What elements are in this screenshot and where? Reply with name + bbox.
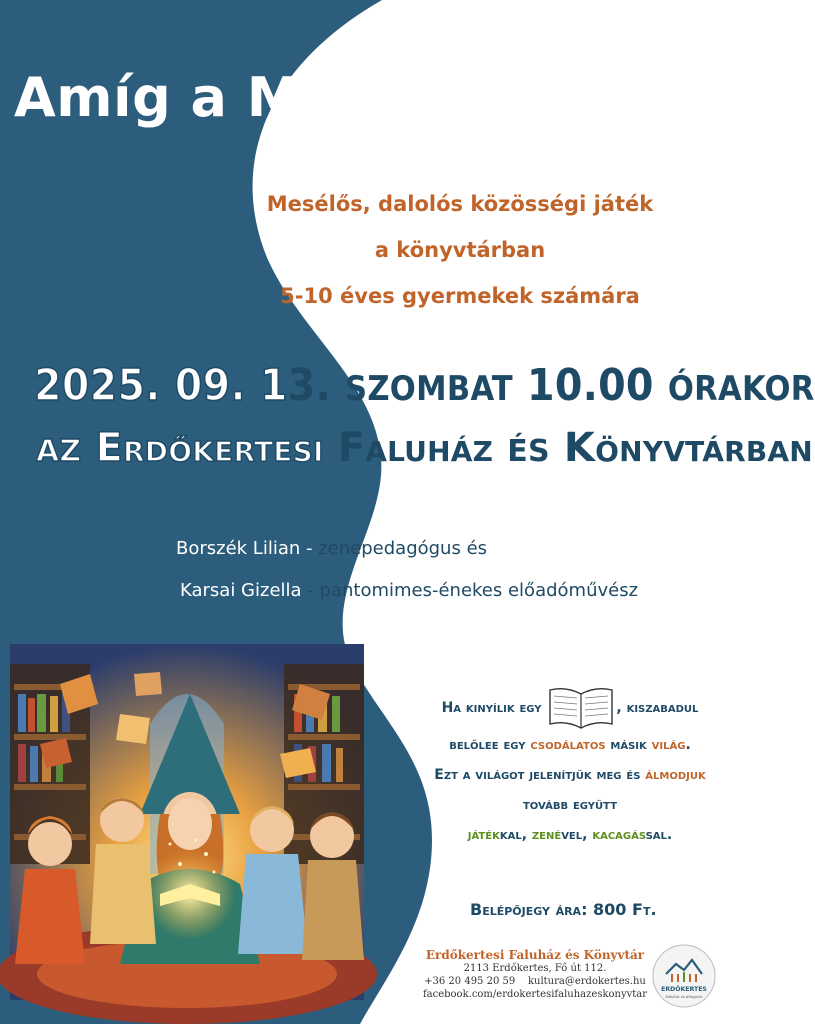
open-book-icon bbox=[546, 686, 616, 730]
description-text-5f: sal. bbox=[645, 827, 673, 843]
logo-tagline: Faluház és Könyvtár bbox=[665, 995, 703, 999]
venue-word-2: Faluház bbox=[337, 425, 494, 471]
venue-word-1: Erdőkertesi bbox=[95, 425, 324, 471]
footer-address: 2113 Erdőkertes, Fő út 112. bbox=[463, 963, 607, 974]
footer-contact bbox=[418, 948, 652, 1001]
performer-2-separator: - bbox=[301, 580, 320, 601]
performer-2-role: pantomimes-énekes előadóművész bbox=[319, 580, 639, 601]
subtitle-line-2: a könyvtárban bbox=[374, 238, 546, 262]
logo-name: ERDŐKERTES bbox=[661, 986, 707, 993]
storytelling-illustration bbox=[10, 644, 364, 1000]
description-text-1a: Ha kinyílik egy bbox=[441, 700, 542, 716]
description-text-2a: belőlee egy bbox=[449, 737, 531, 753]
description-line-4: tovább együtt bbox=[522, 797, 618, 813]
footer-facebook[interactable]: facebook.com/erdokertesifaluhazeskonyvtar bbox=[422, 989, 648, 1000]
event-weekday: SZOMBAT bbox=[345, 369, 513, 409]
description-text-2c: másik bbox=[605, 737, 652, 753]
venue-word-3: Könyvtárban bbox=[563, 425, 813, 471]
date-part-1: 2025. 09. 1 bbox=[34, 360, 288, 411]
description-text-5c: zené bbox=[531, 827, 562, 843]
event-description bbox=[420, 686, 720, 850]
description-text-5d: vel, bbox=[561, 827, 593, 843]
venue-prefix: AZ bbox=[36, 434, 82, 469]
performer-1-name: Borszék Lilian bbox=[176, 538, 301, 559]
footer-phone: +36 20 495 20 59 bbox=[424, 976, 516, 987]
erdokertes-logo bbox=[652, 944, 716, 1008]
subtitle-line-1: Mesélős, dalolós közösségi játék bbox=[266, 192, 654, 216]
event-date bbox=[34, 360, 815, 411]
description-line-3 bbox=[420, 760, 720, 790]
description-text-2d: világ bbox=[651, 737, 686, 753]
description-line-2 bbox=[420, 730, 720, 760]
venue-and: ÉS bbox=[507, 434, 550, 469]
description-text-5b: kal, bbox=[499, 827, 532, 843]
description-line-1 bbox=[420, 686, 720, 730]
performer-1 bbox=[176, 538, 487, 559]
ticket-price: Belépőjegy ára: 800 Ft. bbox=[470, 900, 657, 919]
description-text-1b: , kiszabadul bbox=[616, 700, 699, 716]
footer-organization: Erdőkertesi Faluház és Könyvtár bbox=[425, 948, 645, 962]
description-text-2b: csodálatos bbox=[530, 737, 606, 753]
description-text-5a: játék bbox=[467, 827, 500, 843]
description-text-3b: álmodjuk bbox=[645, 767, 706, 783]
subtitle-line-3: 5-10 éves gyermekek számára bbox=[280, 284, 640, 308]
event-time: 10.00 bbox=[527, 360, 654, 411]
footer-phone-email-row bbox=[418, 975, 652, 988]
description-text-2e: . bbox=[685, 737, 691, 753]
event-time-suffix: ÓRAKOR bbox=[667, 369, 815, 409]
poster-title: Amíg a Mama főz... bbox=[14, 66, 608, 129]
performer-2-name: Karsai Gizella bbox=[180, 580, 302, 601]
date-part-2: 3. bbox=[287, 360, 331, 411]
footer-email[interactable]: kultura@erdokertes.hu bbox=[527, 976, 646, 987]
performer-1-separator: - bbox=[300, 538, 319, 559]
performer-1-role: zenepedagógus és bbox=[318, 538, 488, 559]
performer-2 bbox=[180, 580, 638, 601]
description-text-5e: kacagás bbox=[592, 827, 646, 843]
description-text-3a: Ezt a világot jelenítjük meg és bbox=[434, 767, 646, 783]
event-venue bbox=[36, 425, 813, 471]
description-line-5 bbox=[420, 820, 720, 850]
